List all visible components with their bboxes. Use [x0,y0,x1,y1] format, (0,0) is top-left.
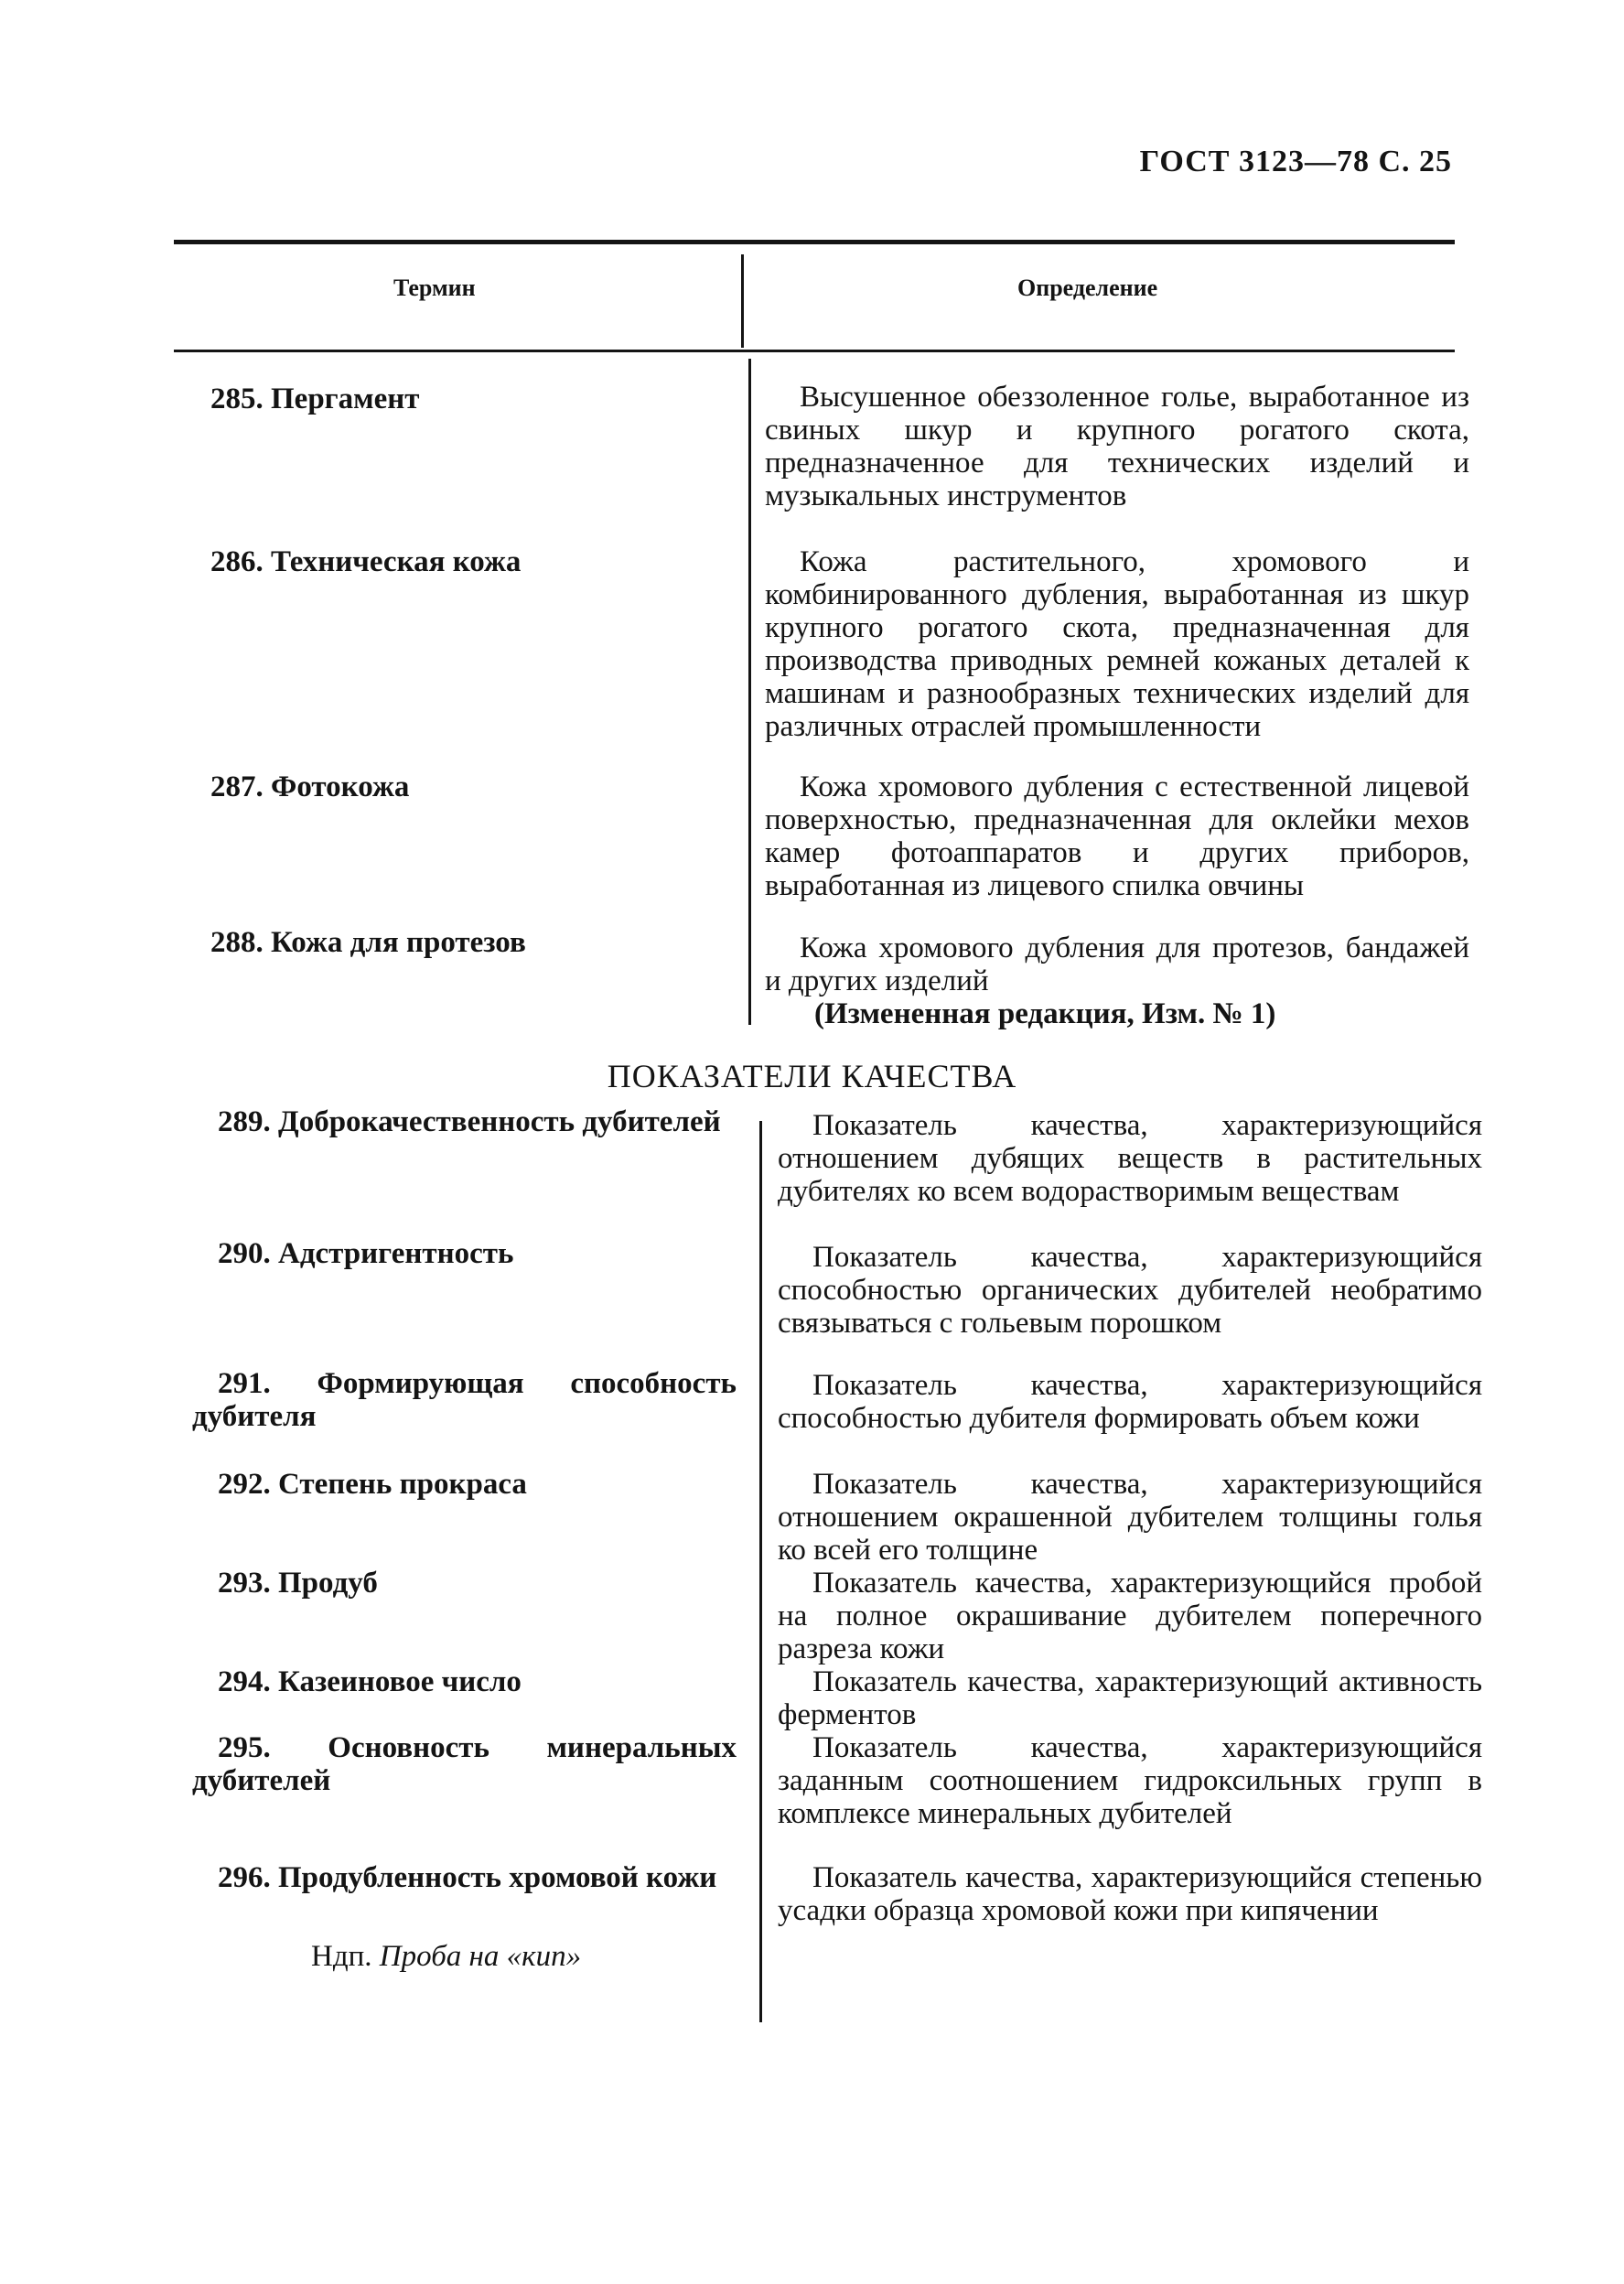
page-header: ГОСТ 3123—78 С. 25 [1139,145,1452,178]
term-293: 293. Продуб [218,1567,378,1600]
term-286: 286. Техническая кожа [210,545,522,578]
amendment-note: (Измененная редакция, Изм. № 1) [814,997,1276,1030]
definition-288: Кожа хромового дубления для протезов, бандажей и других изделий [765,932,1469,997]
column-divider [741,254,744,348]
term-292: 292. Степень прокраса [218,1468,527,1501]
term-291: 291. Формирующая способность дубителя [192,1367,737,1433]
section-title: ПОКАЗАТЕЛИ КАЧЕСТВА [607,1058,1017,1094]
term-285: 285. Пергамент [210,382,420,415]
definition-294: Показатель качества, характеризующий активность ферментов [778,1665,1482,1731]
column-divider [748,359,751,1025]
column-header-term: Термин [393,275,476,301]
definition-290: Показатель качества, характеризующийся способностью органических дубителей необратимо связываться с гольевым порошком [778,1241,1482,1340]
definition-285: Высушенное обеззоленное голье, выработанное из свиных шкур и крупного рогатого скота, предназначенное для технических изделий и музыкальных инструментов [765,381,1469,512]
term-287: 287. Фотокожа [210,770,410,803]
term-290: 290. Адстригентность [218,1237,514,1270]
column-divider [759,1121,762,2022]
definition-287: Кожа хромового дубления с естественной лицевой поверхностью, предназначенная для оклейки мехов камер фотоаппаратов и других приборов, выработанная из лицевого спилка овчины [765,770,1469,902]
deprecated-prefix: Ндп. [311,1940,372,1973]
deprecated-term [311,1940,581,1974]
table-top-rule [174,240,1455,244]
term-288: 288. Кожа для протезов [210,926,526,959]
term-289: 289. Доброкачественность дубителей [218,1105,721,1138]
definition-289: Показатель качества, характеризующийся отношением дубящих веществ в растительных дубителях ко всем водорастворимым веществам [778,1109,1482,1208]
term-294: 294. Казеиновое число [218,1665,522,1698]
column-header-definition: Определение [1017,275,1158,301]
definition-291: Показатель качества, характеризующийся способностью дубителя формировать объем кожи [778,1369,1482,1435]
table-header-rule [174,350,1455,352]
definition-295: Показатель качества, характеризующийся заданным соотношением гидроксильных групп в комплексе минеральных дубителей [778,1731,1482,1830]
term-296: 296. Продубленность хромовой кожи [218,1861,717,1894]
definition-292: Показатель качества, характеризующийся отношением окрашенной дубителем толщины голья ко всей его толщине [778,1468,1482,1567]
definition-296: Показатель качества, характеризующийся степенью усадки образца хромовой кожи при кипячении [778,1861,1482,1927]
definition-286: Кожа растительного, хромового и комбинированного дубления, выработанная из шкур крупного рогатого скота, предназначенная для производства приводных ремней кожаных деталей к машинам и разнообразных технических изделий для различных отраслей промышленности [765,545,1469,743]
deprecated-term-text: Проба на «кип» [379,1940,582,1973]
term-295: 295. Основность минеральных дубителей [192,1731,737,1797]
definition-293: Показатель качества, характеризующийся пробой на полное окрашивание дубителем поперечного разреза кожи [778,1567,1482,1665]
